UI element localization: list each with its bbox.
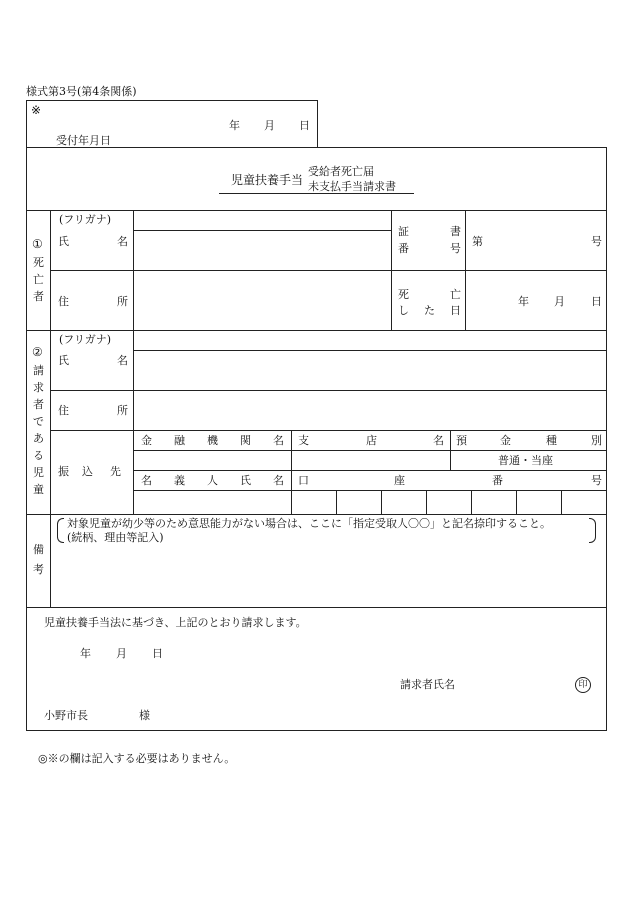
s1-death-year: 年 [518, 295, 529, 308]
vline-s1-mid-right [465, 210, 466, 331]
deposit-header-1: 預 [456, 434, 467, 447]
receipt-day: 日 [299, 119, 310, 132]
s2-furigana-label: (フリガナ) [59, 333, 112, 346]
bank-header-1: 金 [141, 434, 152, 447]
vline-s1-mid-left [391, 210, 392, 331]
account-header-4: 号 [591, 474, 602, 487]
remarks-bracket-right [589, 518, 596, 543]
holder-header-4: 氏 [240, 474, 251, 487]
vline-section-label [50, 210, 51, 608]
account-header-1: 口 [298, 474, 309, 487]
s2-label-4: 者 [33, 398, 44, 411]
s2-label-3: 求 [33, 381, 44, 394]
s2-address-1: 住 [58, 404, 69, 417]
deposit-header-4: 別 [591, 434, 602, 447]
mayor-honorific: 様 [139, 709, 150, 722]
vline-acc-6 [561, 490, 562, 515]
s1-address-2: 所 [117, 295, 128, 308]
s1-label-2: 死 [33, 256, 44, 269]
s2-transfer-1: 振 [58, 465, 69, 478]
title-prefix: 児童扶養手当 [231, 173, 304, 187]
s1-death-month: 月 [554, 295, 565, 308]
s2-label-7: る [33, 449, 44, 462]
receipt-right [317, 100, 318, 148]
s1-cert-3: 番 [398, 242, 409, 255]
s2-name-1: 氏 [58, 354, 69, 367]
line-bank-value [133, 470, 607, 471]
seal-mark: 印 [575, 677, 591, 693]
s1-death-3: し [398, 304, 409, 317]
line-bank-header [133, 450, 607, 451]
line-s1-bottom [26, 330, 607, 331]
title-underline [219, 193, 414, 194]
vline-acc-2 [381, 490, 382, 515]
title-line1: 受給者死亡届 [308, 165, 374, 178]
s1-death-day: 日 [591, 295, 602, 308]
s2-address-2: 所 [117, 404, 128, 417]
s1-cert-4: 号 [450, 242, 461, 255]
s1-cert-1: 証 [398, 225, 409, 238]
remarks-bracket-left [57, 518, 64, 543]
s2-label-2: 請 [33, 364, 44, 377]
frame-top-main [26, 147, 607, 148]
holder-header-2: 義 [174, 474, 185, 487]
line-holder-header [133, 490, 607, 491]
s1-address-1: 住 [58, 295, 69, 308]
s2-transfer-3: 先 [110, 465, 121, 478]
bank-header-2: 融 [174, 434, 185, 447]
branch-header-2: 店 [366, 434, 377, 447]
deposit-type-value: 普通・当座 [498, 454, 553, 467]
s1-death-2: 亡 [450, 288, 461, 301]
footnote: ◎※の欄は記入する必要はありません。 [38, 752, 236, 765]
vline-acc-4 [471, 490, 472, 515]
declaration-month: 月 [116, 647, 127, 660]
deposit-header-2: 金 [500, 434, 511, 447]
vline-deposit [450, 430, 451, 471]
frame-right [606, 147, 607, 731]
branch-header-3: 名 [433, 434, 444, 447]
s2-label-6: あ [33, 432, 44, 445]
bank-header-4: 関 [240, 434, 251, 447]
frame-bottom [26, 730, 607, 731]
s2-label-1: ② [32, 345, 43, 359]
receipt-mark: ※ [31, 103, 42, 117]
s2-label-9: 童 [33, 483, 44, 496]
claimant-name-label: 請求者氏名 [400, 678, 455, 691]
bank-header-5: 名 [273, 434, 284, 447]
s2-label-5: で [33, 415, 44, 428]
holder-header-1: 名 [141, 474, 152, 487]
receipt-label: 受付年月日 [56, 134, 111, 147]
holder-header-5: 名 [273, 474, 284, 487]
s1-label-4: 者 [33, 290, 44, 303]
vline-acc-5 [516, 490, 517, 515]
line-remarks-bottom [26, 607, 607, 608]
mayor-label: 小野市長 [44, 709, 88, 722]
remarks-line1: 対象児童が幼少等のため意思能力がない場合は、ここに「指定受取人〇〇」と記名捺印すること。 [67, 517, 551, 530]
s1-furigana-label: (フリガナ) [59, 213, 112, 226]
s1-death-1: 死 [398, 288, 409, 301]
remarks-label-1: 備 [33, 543, 44, 556]
line-s2-bottom [26, 514, 607, 515]
receipt-month: 月 [264, 119, 275, 132]
form-number-label: 様式第3号(第4条関係) [26, 85, 137, 98]
s2-name-2: 名 [117, 354, 128, 367]
line-s1-furigana [133, 230, 391, 231]
s1-death-5: 日 [450, 304, 461, 317]
remarks-line2: (続柄、理由等記入) [67, 531, 164, 544]
s1-cert-2: 書 [450, 225, 461, 238]
deposit-header-3: 種 [546, 434, 557, 447]
declaration-text: 児童扶養手当法に基づき、上記のとおり請求します。 [44, 616, 307, 629]
account-header-2: 座 [394, 474, 405, 487]
vline-acc-1 [336, 490, 337, 515]
receipt-year: 年 [229, 119, 240, 132]
remarks-label-2: 考 [33, 563, 44, 576]
line-title-bottom [26, 210, 607, 211]
s1-label-3: 亡 [33, 273, 44, 286]
s2-label-8: 児 [33, 466, 44, 479]
branch-header-1: 支 [298, 434, 309, 447]
frame-left [26, 100, 27, 731]
title-line2: 未支払手当請求書 [308, 180, 396, 193]
declaration-year: 年 [80, 647, 91, 660]
s2-transfer-2: 込 [82, 465, 93, 478]
vline-acc-3 [426, 490, 427, 515]
s1-death-4: た [424, 304, 435, 317]
frame-top-receipt [26, 100, 318, 101]
s1-label-1: ① [32, 237, 43, 251]
vline-field-label [133, 210, 134, 515]
s1-cert-no-suffix: 号 [591, 235, 602, 248]
s1-name-1: 氏 [58, 235, 69, 248]
vline-branch [291, 430, 292, 515]
s1-cert-no-prefix: 第 [472, 235, 483, 248]
line-s2-furigana [133, 350, 607, 351]
declaration-day: 日 [152, 647, 163, 660]
s1-name-2: 名 [117, 235, 128, 248]
holder-header-3: 人 [207, 474, 218, 487]
bank-header-3: 機 [207, 434, 218, 447]
account-header-3: 番 [492, 474, 503, 487]
